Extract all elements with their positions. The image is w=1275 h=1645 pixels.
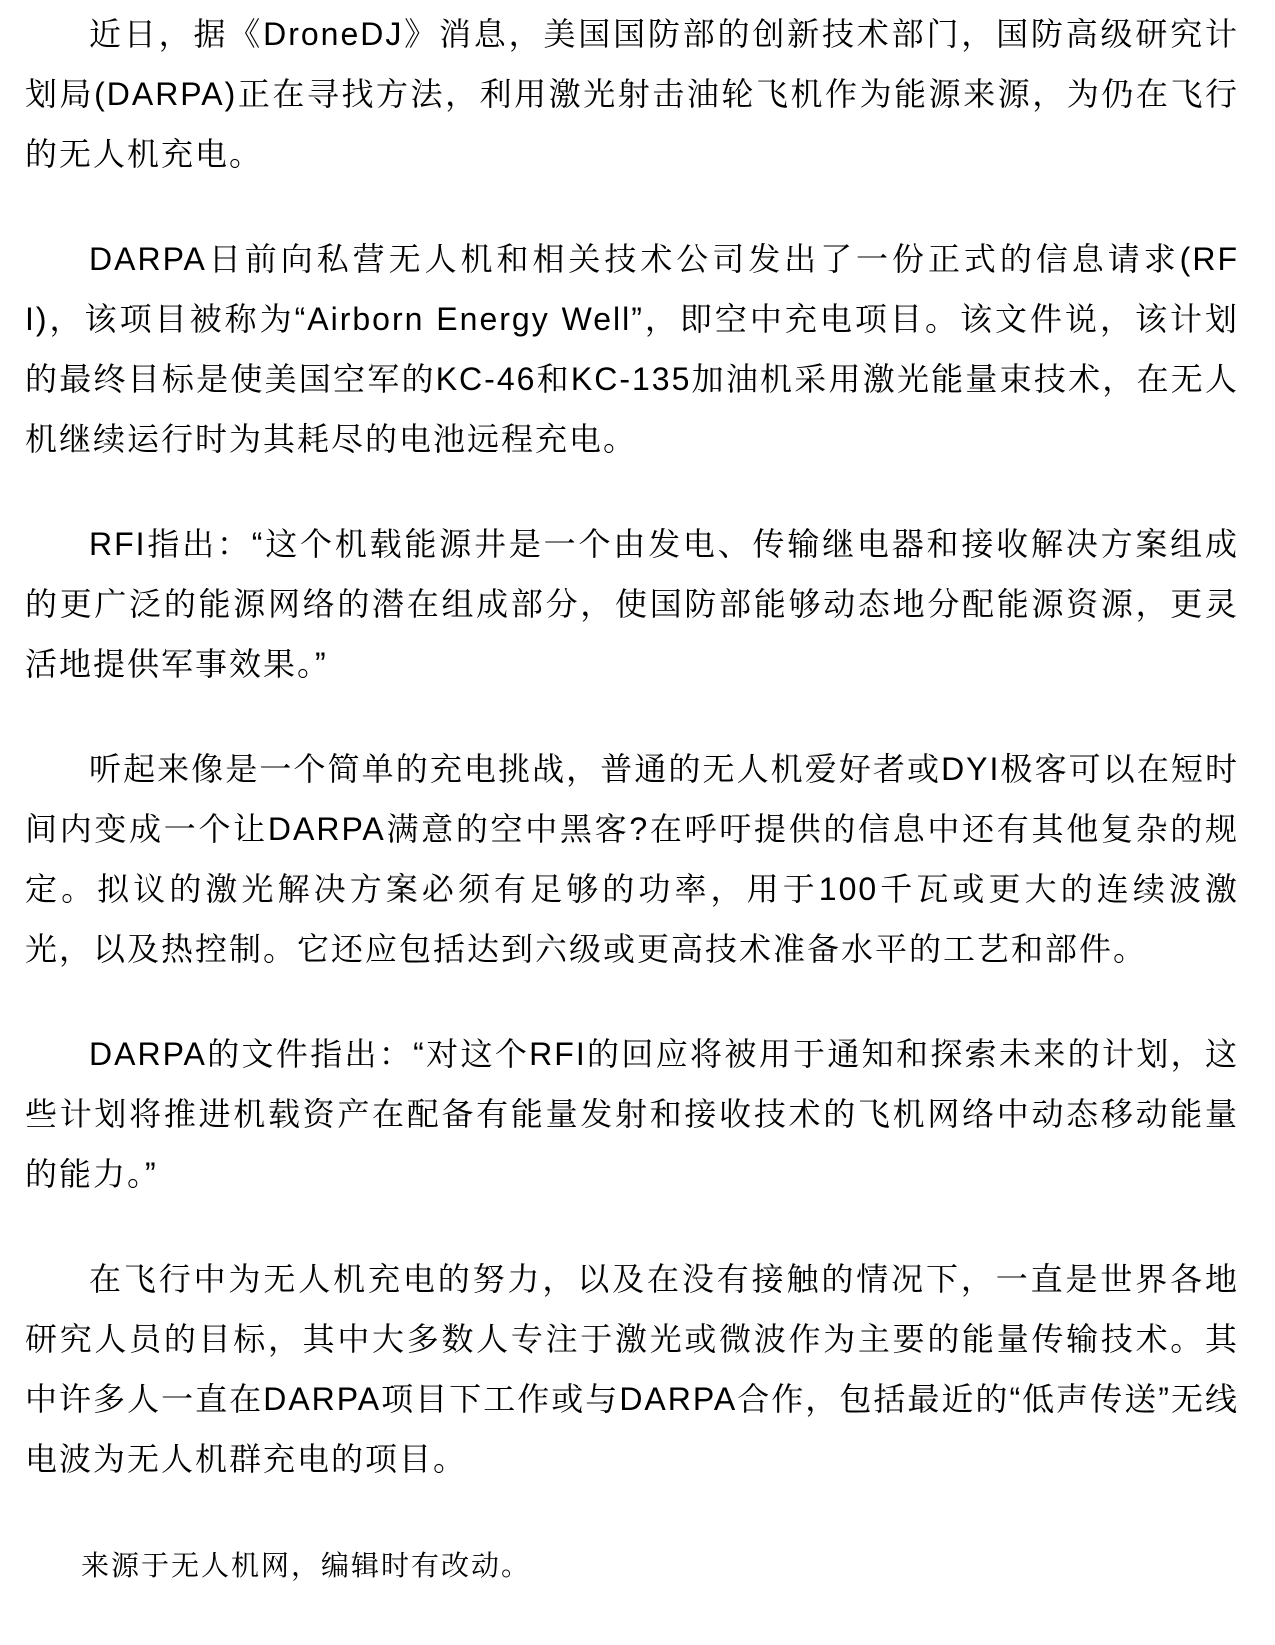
article-paragraph-6: 在飞行中为无人机充电的努力，以及在没有接触的情况下，一直是世界各地研究人员的目标，其中大多数人专注于激光或微波作为主要的能量传输技术。其中许多人一直在DARPA项目下工作或与DARPA合作，包括最近的“低声传送”无线电波为无人机群充电的项目。 — [25, 1261, 1239, 1477]
source-attribution: 来源于无人机网，编辑时有改动。 — [81, 1550, 532, 1581]
article-paragraph-2: DARPA日前向私营无人机和相关技术公司发出了一份正式的信息请求(RFI)，该项目被称为“Airborn Energy Well”，即空中充电项目。该文件说，该计划的最终目标是使美国空军的KC-46和KC-135加油机采用激光能量束技术，在无人机继续运行时为其耗尽的电池远程充电。 — [25, 241, 1239, 457]
article-body — [25, 4, 1239, 1489]
article-paragraph-5: DARPA的文件指出：“对这个RFI的回应将被用于通知和探索未来的计划，这些计划将推进机载资产在配备有能量发射和接收技术的飞机网络中动态移动能量的能力。” — [25, 1036, 1239, 1192]
article-paragraph-1: 近日，据《DroneDJ》消息，美国国防部的创新技术部门，国防高级研究计划局(DARPA)正在寻找方法，利用激光射击油轮飞机作为能源来源，为仍在飞行的无人机充电。 — [25, 16, 1239, 172]
article-paragraph-4: 听起来像是一个简单的充电挑战，普通的无人机爱好者或DYI极客可以在短时间内变成一个让DARPA满意的空中黑客?在呼吁提供的信息中还有其他复杂的规定。拟议的激光解决方案必须有足够的功率，用于100千瓦或更大的连续波激光，以及热控制。它还应包括达到六级或更高技术准备水平的工艺和部件。 — [25, 751, 1239, 967]
article-paragraph-3: RFI指出：“这个机载能源井是一个由发电、传输继电器和接收解决方案组成的更广泛的能源网络的潜在组成部分，使国防部能够动态地分配能源资源，更灵活地提供军事效果。” — [25, 526, 1239, 682]
